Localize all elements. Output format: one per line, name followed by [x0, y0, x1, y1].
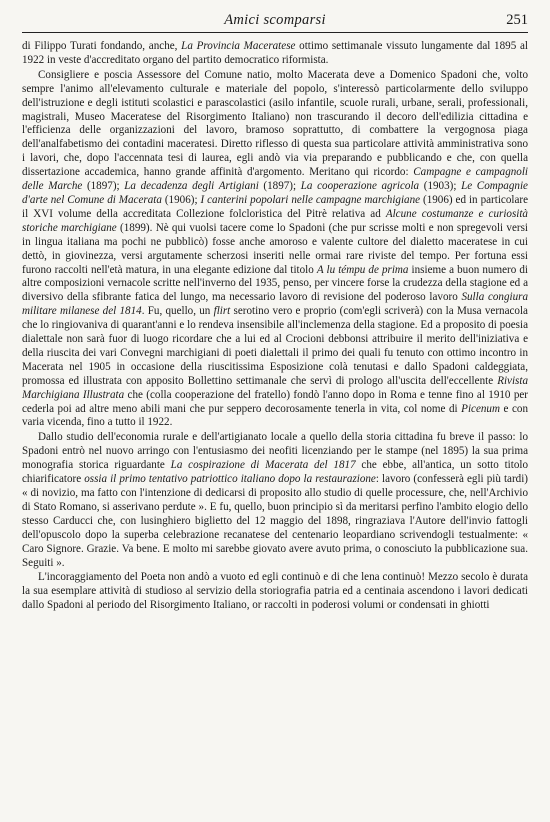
text-run: di Filippo Turati fondando, anche,: [22, 40, 182, 52]
italic-text: Rivista Marchigiana Illustrata: [22, 374, 528, 401]
italic-text: La cooperazione agricola: [300, 180, 420, 193]
text-run: che ebbe, all'antica, un sotto titolo chiarificatore: [22, 459, 529, 486]
paragraph: [22, 40, 528, 68]
italic-text: Alcune costumanze e curiosità storiche marchigiane: [22, 207, 528, 234]
page-header: [22, 12, 528, 33]
text-run: che (colla cooperazione del fratello) fondò l'anno dopo in Roma e tenne fino al 1910 per cederla poi ad altre meno abili mani che pur seppero decorosamente tenerla in vita, col nome di: [22, 388, 529, 415]
page-number: 251: [506, 12, 528, 28]
text-run: insieme a buon numero di altre composizioni vernacole scritte nell'inverno del 1935, penso, per vincere forse la crudezza della stagione ed a diversivo della sfibrante fatica del lungo, ma necessario lavoro di revisione del poderoso lavoro: [22, 263, 528, 304]
italic-text: Campagne e campagnoli delle Marche: [22, 166, 529, 193]
text-run: ottimo settimanale vissuto lungamente dal 1895 al 1922 in veste d'accreditato organo del partito democratico riformista.: [22, 40, 528, 66]
italic-text: A lu témpu de prima: [316, 263, 409, 276]
body-text: [22, 40, 528, 613]
text-run: . Fu, quello, un: [141, 305, 214, 318]
italic-text: ossia il primo tentativo patriottico italiano dopo la restaurazione: [84, 473, 376, 486]
italic-text: I canterini popolari nelle campagne marchigiane: [200, 193, 421, 206]
paragraph: [22, 571, 528, 613]
text-run: (1897);: [258, 180, 301, 193]
running-title: Amici scomparsi: [224, 12, 326, 28]
text-run: Consigliere e poscia Assessore del Comune natio, molto Macerata deve a Domenico Spadoni che, volto sempre l'animo all'elevamento culturale e materiale del popolo, s'interessò particolarmente dello sviluppo dell'istruzione e degli istituti scolastici e parascolastici (asilo infantile, scuole rurali, urbane, serali, professionali, magistrali, Museo Maceratese del Risorgimento Italiano) non trascurando il decoro dell'edilizia cittadina e l'efficienza delle organizzazioni del lavoro, bramoso soprattutto, di combattere la vergognosa piaga dell'analfabetismo dei contadini maceratesi. Diretto riflesso di questa sua particolare attività amministrativa sono i lavori, che, dopo l'accennata tesi di laurea, egli andò via via preparando e pubblicando e che, con quella dissertazione accademica, hanno grande affinità d'argomento. Meritano qui ricordo:: [22, 68, 528, 179]
paragraph: [22, 69, 528, 431]
italic-text: Picenum: [461, 402, 500, 415]
text-run: : lavoro (confesserà egli più tardi) « di novizio, ma fatto con l'intenzione di dedicarsi di proposito allo studio di quelle processure, che, nell'Archivio di Stato Romano, si asserivano perdute ». E fu, quello, buon principio sì da meritarsi perfino l'ambito elogio dello stesso Carducci che, con lusinghiero biglietto del 12 maggio del 1898, ringraziava l'Autore dell'invio fattogli dell'opuscolo dopo la superba celebrazione recanatese del centenario leopardiano scrivendogli testualmente: « Caro Signore. Grazie. Va bene. E molto mi sarebbe giovato avere avuto prima, o conosciuto la pubblicazione sua. Seguiti ».: [22, 473, 528, 569]
text-run: Dallo studio dell'economia rurale e dell'artigianato locale a quello della storia cittadina fu breve il passo: lo Spadoni entrò nel nuovo arringo con l'entusiasmo dei neofiti licenziando per le stampe (nel 1895) la sua prima monografia storica riguardante: [22, 431, 528, 472]
italic-text: Sulla congiura militare milanese del 1814: [22, 291, 529, 318]
text-run: e con varia vicenda, fino a tutto il 1922.: [22, 402, 528, 429]
italic-text: La cospirazione di Macerata del 1817: [170, 459, 356, 472]
italic-text: Le Compagnie d'arte nel Comune di Macerata: [22, 180, 528, 206]
text-run: L'incoraggiamento del Poeta non andò a vuoto ed egli continuò e di che lena continuò! Mezzo secolo è durata la sua esemplare attività di studioso al servizio della storiografia patria ed a centinaia ascendono i lavori dedicati dallo Spadoni al periodo del Risorgimento Italiano, or raccolti in poderosi volumi or condensati in ghiotti: [22, 571, 528, 612]
paragraph: [22, 431, 528, 570]
italic-text: La Provincia Maceratese: [181, 40, 296, 52]
text-run: (1899). Nè qui vuolsi tacere come lo Spadoni (che pur scrisse molti e non spregevoli versi in lingua italiana ma pochi ne pubblicò) fosse anche amoroso e valente cultore del dialetto maceratese in cui dettò, in giovinezza, versi argutamente scherzosi inseriti nelle ormai rare riviste del tempo. Per fortuna essi furono raccolti nell'età matura, in una elegante edizione dal titolo: [22, 221, 528, 276]
text-run: (1903);: [419, 180, 462, 193]
text-run: (1906) ed in particolare il XVI volume della accreditata Collezione folcloristica del Pitrè relativa ad: [22, 193, 528, 220]
text-run: serotino vero e proprio (com'egli scriverà) con la Musa vernacola che lo ringiovaniva di quarant'anni e lo rendeva insensibile all'inclemenza della stagione. Ed a proposito di poesia dialettale non sarà fuor di luogo ricordare che a lui ed al Crocioni debbonsi attribuire il merito dell'iniziativa e della riuscita dei vari Convegni marchigiani di poeti dialettali il primo dei quali fu tenuto con ottimo incontro in Macerata nel 1905 in occasione della riuscitissima Esposizione colà tenutasi e dallo Spadoni caldeggiata, promossa ed illustrata con apposito Bollettino settimanale che servì di prologo all'uscita dell'eccellente: [22, 305, 528, 387]
text-run: (1897);: [82, 180, 125, 193]
text-run: (1906);: [161, 193, 201, 206]
italic-text: La decadenza degli Artigiani: [124, 180, 259, 193]
italic-text: flirt: [213, 305, 231, 318]
